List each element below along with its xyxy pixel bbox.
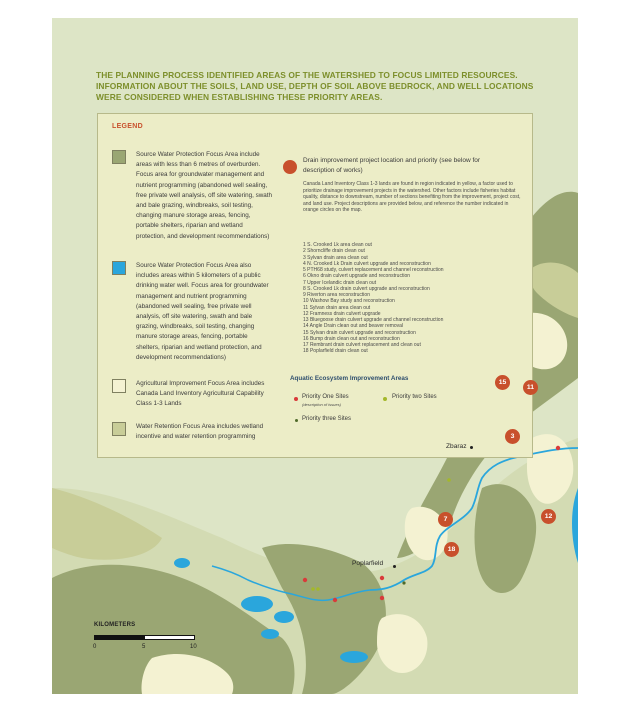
project-item: 5 PTH68 study, culvert replacement and channel reconstruction xyxy=(303,267,444,273)
swatch-retention xyxy=(112,422,126,436)
lake-4 xyxy=(261,629,279,639)
project-marker-18: 18 xyxy=(444,542,459,557)
project-item: 14 Angle Drain clean out and beaver removal xyxy=(303,323,404,330)
aquatic-site-one xyxy=(380,596,384,600)
aquatic-site-one xyxy=(303,578,307,582)
map-page xyxy=(52,18,578,694)
project-marker-3: 3 xyxy=(505,429,520,444)
lake-2 xyxy=(241,596,273,612)
town-marker-zbaraz xyxy=(470,446,473,449)
priority-three-dot xyxy=(295,419,298,422)
project-item: 16 Bump drain clean out and reconstruction xyxy=(303,335,400,342)
aquatic-title: Aquatic Ecosystem Improvement Areas xyxy=(290,375,409,382)
project-item: 11 Sylvan drain area clean out xyxy=(303,304,371,311)
legend-title: LEGEND xyxy=(112,123,143,130)
drain-heading: Drain improvement project location and priority (see below for description of works) xyxy=(303,157,481,174)
legend-text-overburden: Source Water Protection Focus Area include areas with less than 6 metres of overburden. Focus area for groundwater management and nutrient programming (abandoned well sealing, free private well analysis, off site watering, swath and bale grazing, windbreaks, soil testing, changing manure storage areas, fencing, portable shelters, riparian and wetland protection, and development recommendations) xyxy=(136,151,273,240)
project-item: 7 Upper Icelandic drain clean out xyxy=(303,279,377,286)
project-item: 4 N. Crooked Lk Drain culvert upgrade and reconstruction xyxy=(303,260,431,267)
project-item: 18 Poplarfield drain clean out xyxy=(303,348,368,355)
project-marker-15: 15 xyxy=(495,375,510,390)
page-headline: THE PLANNING PROCESS IDENTIFIED AREAS OF THE WATERSHED TO FOCUS LIMITED RESOURCES. INFORMATION ABOUT THE SOILS, LAND USE, DEPTH OF SOIL ABOVE BEDROCK, AND WELL LOCATIONS WERE CONSIDERED WHEN ESTABLISHING THESE PRIORITY AREAS. xyxy=(96,70,534,102)
aquatic-site-one xyxy=(556,446,560,450)
priority-one-label: Priority One Sites xyxy=(302,394,349,400)
project-list xyxy=(303,242,528,355)
aquatic-site-one xyxy=(380,576,384,580)
project-item: 2 Shorncliffe drain clean out xyxy=(303,248,365,255)
lake-5 xyxy=(340,651,368,663)
aquatic-site-one xyxy=(333,598,337,602)
legend-text-retention: Water Retention Focus Area includes wetland incentive and water retention programming xyxy=(136,423,264,441)
legend-text-drinking-well: Source Water Protection Focus Area also includes areas within 5 kilometers of a public drinking water well. Focus area for groundwater management and nutrient programming (abandoned well sealing, free private well analysis, off site watering, swath and bale grazing, windbreaks, soil testing, changing manure storage areas, fencing, portable shelters, riparian and wetland protection, and development recommendations) xyxy=(136,262,269,361)
swatch-drinking-well xyxy=(112,261,126,275)
project-marker-12: 12 xyxy=(541,509,556,524)
aquatic-site-two xyxy=(316,587,320,591)
priority-one-dot xyxy=(294,397,298,401)
priority-two-dot xyxy=(383,397,387,401)
swatch-overburden xyxy=(112,150,126,164)
town-marker-poplarfield xyxy=(393,565,396,568)
swatch-agricultural xyxy=(112,379,126,393)
project-item: 8 S. Crooked Lk drain culvert upgrade and reconstruction xyxy=(303,285,430,292)
lake-1 xyxy=(174,558,190,568)
project-item: 13 Bluegoose drain culvert upgrade and channel reconstruction xyxy=(303,317,444,323)
priority-two-label: Priority two Sites xyxy=(392,394,437,400)
priority-one-note: (description of issues) xyxy=(302,402,341,407)
project-item: 12 Framness drain culvert upgrade xyxy=(303,310,381,317)
project-marker-7: 7 xyxy=(438,512,453,527)
legend-panel xyxy=(97,113,533,458)
legend-text-agricultural: Agricultural Improvement Focus Area includes Canada Land Inventory Agricultural Capability Class 1-3 Lands xyxy=(136,380,265,408)
aquatic-site-two xyxy=(447,478,451,482)
scale-bar xyxy=(94,622,214,662)
scale-tick-label: 5 xyxy=(142,644,146,650)
project-item: 15 Sylvan drain culvert upgrade and reconstruction xyxy=(303,329,416,336)
aquatic-site-three xyxy=(402,581,405,584)
project-item: 17 Rembrant drain culvert replacement and clean out xyxy=(303,342,421,348)
lake-3 xyxy=(274,611,294,623)
scale-title: KILOMETERS xyxy=(94,622,136,628)
project-item: 1 S. Crooked Lk area clean out xyxy=(303,242,372,248)
priority-three-label: Priority three Sites xyxy=(302,416,352,422)
scale-tick-label: 0 xyxy=(93,644,97,650)
scale-tick-label: 10 xyxy=(190,644,197,650)
drain-project-icon xyxy=(283,160,297,174)
project-item: 3 Sylvan drain area clean out xyxy=(303,254,368,261)
town-label-poplarfield: Poplarfield xyxy=(352,560,384,567)
project-item: 10 Washow Bay study and reconstruction xyxy=(303,298,395,305)
scale-segment-white xyxy=(144,635,195,640)
project-marker-11: 11 xyxy=(523,380,538,395)
drain-description: Canada Land Inventory Class 1-3 lands are found in region indicated in yellow, a factor used to prioritize drainage improvement projects in the watershed. Other factors include fisheries habitat quality, distance to downstream, number of sections benefiting from the improvement, project cost, and land use. Project descriptions are provided below, and reference the number indicated in orange circles on the map. xyxy=(303,181,521,214)
project-item: 6 Okno drain culvert upgrade and reconstruction xyxy=(303,273,411,280)
aquatic-site-two xyxy=(311,587,315,591)
scale-segment-black xyxy=(94,635,144,640)
town-label-zbaraz: Zbaraz xyxy=(446,443,467,450)
project-item: 9 Riverton area reconstruction xyxy=(303,292,370,298)
